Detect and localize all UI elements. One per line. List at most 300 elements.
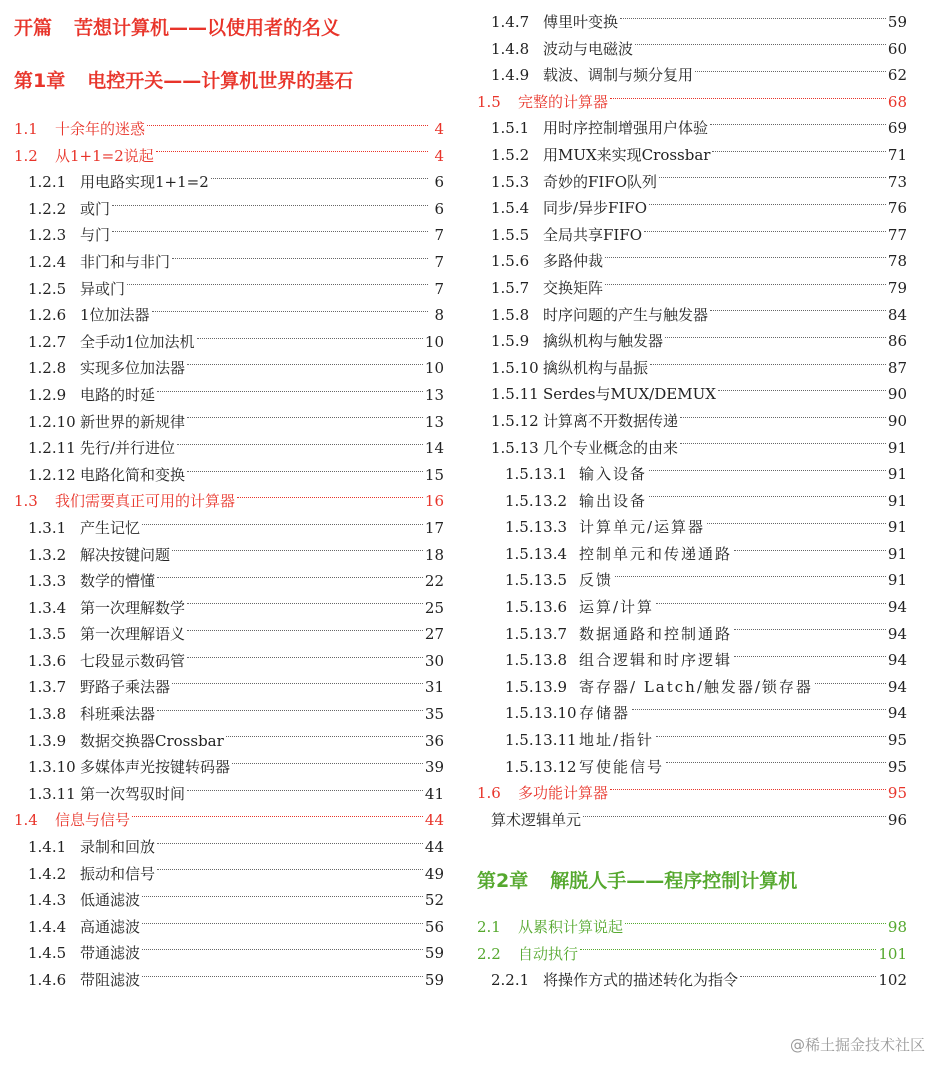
toc-entry-title: 我们需要真正可用的计算器 (55, 492, 236, 511)
toc-leader-dots (666, 762, 886, 763)
toc-entry-page: 94 (887, 598, 907, 617)
toc-entry[interactable] (14, 249, 444, 276)
toc-entry[interactable] (14, 595, 444, 622)
toc-entry-number: 1.3.4 (28, 598, 67, 617)
toc-entry[interactable] (14, 196, 444, 223)
toc-entry[interactable] (477, 195, 907, 222)
toc-entry[interactable] (14, 462, 444, 489)
toc-entry-page: 101 (878, 944, 907, 963)
toc-leader-dots (142, 976, 423, 977)
toc-leader-dots (157, 869, 423, 870)
toc-entry-number: 1.3.8 (28, 705, 67, 724)
toc-leader-dots (580, 949, 876, 950)
toc-entry[interactable] (477, 381, 907, 408)
toc-entry-title: 用电路实现1+1=2 (80, 173, 209, 192)
toc-entry-page: 95 (887, 757, 907, 776)
toc-entry-number: 1.2.8 (28, 359, 67, 378)
toc-entry[interactable] (14, 355, 444, 382)
toc-leader-dots (620, 18, 886, 19)
toc-leader-dots (157, 710, 423, 711)
toc-entry-number: 1.1 (14, 120, 38, 138)
toc-entry-page: 91 (887, 544, 907, 563)
toc-entry[interactable] (477, 567, 907, 594)
toc-entry-page: 6 (434, 173, 444, 192)
toc-entry-title: 电路化简和变换 (80, 465, 186, 484)
toc-entry-title: 寄存器/ Latch/触发器/锁存器 (579, 677, 813, 696)
toc-entry-title: 新世界的新规律 (80, 412, 186, 431)
toc-leader-dots (187, 471, 423, 472)
toc-entry[interactable] (477, 621, 907, 648)
toc-entry-page: 22 (424, 572, 444, 591)
toc-entry[interactable] (477, 435, 907, 462)
toc-entry[interactable] (14, 409, 444, 436)
toc-entry[interactable] (477, 967, 907, 994)
toc-leader-dots (172, 550, 423, 551)
toc-leader-dots (712, 151, 885, 152)
toc-entry[interactable] (14, 302, 444, 329)
toc-entry[interactable] (14, 861, 444, 888)
toc-entry-title: 带阻滤波 (80, 971, 141, 989)
toc-entry-page: 98 (887, 918, 907, 936)
toc-entry-number: 1.2.3 (28, 226, 67, 245)
toc-entry-number: 1.3 (14, 492, 38, 511)
toc-entry-page: 60 (887, 39, 907, 58)
toc-leader-dots (610, 98, 886, 99)
toc-entry-title: 几个专业概念的由来 (543, 438, 679, 457)
toc-entry-page: 25 (424, 598, 444, 617)
toc-entry-page: 7 (434, 226, 444, 245)
toc-entry-title: 反馈 (579, 571, 614, 590)
toc-entry-number: 1.4.6 (28, 971, 67, 989)
toc-leader-dots (710, 310, 886, 311)
toc-entry-title: 电路的时延 (80, 385, 156, 404)
toc-leader-dots (172, 683, 423, 684)
toc-entry-page: 91 (887, 571, 907, 590)
toc-entry-title: 实现多位加法器 (80, 359, 186, 378)
toc-entry-number: 1.4 (14, 811, 38, 830)
toc-entry-page: 36 (424, 731, 444, 750)
part-label: 开篇 (14, 17, 53, 39)
toc-entry-number: 1.3.11 (28, 784, 76, 803)
toc-entry-number: 1.2.2 (28, 199, 67, 218)
toc-leader-dots (656, 603, 886, 604)
toc-entry-number: 1.5.13.2 (505, 491, 568, 510)
toc-entry-number: 1.2.10 (28, 412, 76, 431)
toc-entry-number: 1.5.13.8 (505, 651, 568, 670)
toc-leader-dots (187, 364, 423, 365)
toc-entry[interactable] (14, 887, 444, 914)
toc-leader-dots (156, 151, 428, 152)
toc-entry[interactable] (477, 355, 907, 382)
toc-entry-page: 56 (424, 917, 444, 936)
toc-entry[interactable] (477, 674, 907, 701)
toc-entry[interactable] (477, 514, 907, 541)
toc-entry-number: 1.5.13.9 (505, 677, 568, 696)
toc-entry-page: 78 (887, 252, 907, 271)
toc-entry[interactable] (14, 674, 444, 701)
toc-entry-number: 1.2 (14, 146, 38, 165)
toc-entry-title: 振动和信号 (80, 864, 156, 883)
toc-entry-number: 1.5.13.4 (505, 544, 568, 563)
toc-entry[interactable] (14, 435, 444, 462)
toc-entry-title: 将操作方式的描述转化为指令 (543, 971, 739, 990)
toc-entry-title: 全手动1位加法机 (80, 332, 195, 351)
toc-entry-number: 1.4.7 (491, 13, 530, 31)
toc-list-right (477, 9, 907, 833)
toc-entry-title: 傅里叶变换 (543, 13, 619, 31)
toc-entry-page: 73 (887, 172, 907, 191)
toc-entry[interactable] (477, 115, 907, 142)
toc-leader-dots (127, 284, 428, 285)
toc-entry-title: 用MUX来实现Crossbar (543, 145, 711, 164)
toc-entry-page: 79 (887, 278, 907, 297)
toc-entry[interactable] (14, 781, 444, 808)
toc-entry-number: 1.4.5 (28, 944, 67, 963)
toc-entry[interactable] (14, 329, 444, 356)
toc-entry-number: 1.4.4 (28, 917, 67, 936)
toc-leader-dots (132, 816, 423, 817)
toc-entry-title: 擒纵机构与晶振 (543, 358, 649, 377)
toc-entry-number: 1.5.2 (491, 145, 530, 164)
toc-entry-page: 7 (434, 252, 444, 271)
toc-entry-page: 71 (887, 145, 907, 164)
part-heading (14, 13, 340, 40)
toc-entry-title: 录制和回放 (80, 838, 156, 857)
toc-entry[interactable] (477, 248, 907, 275)
toc-leader-dots (734, 629, 886, 630)
toc-entry[interactable] (14, 276, 444, 303)
toc-leader-dots (650, 364, 886, 365)
toc-entry-page: 91 (887, 465, 907, 484)
toc-entry[interactable] (14, 648, 444, 675)
toc-leader-dots (734, 550, 886, 551)
toc-entry-page: 76 (887, 199, 907, 218)
toc-leader-dots (740, 976, 876, 977)
toc-entry-title: 异或门 (80, 279, 126, 298)
toc-entry-title: 多路仲裁 (543, 252, 604, 271)
toc-entry-page: 8 (434, 306, 444, 325)
toc-leader-dots (605, 284, 886, 285)
toc-leader-dots (610, 789, 886, 790)
toc-entry-title: 算术逻辑单元 (491, 810, 582, 829)
toc-leader-dots (625, 923, 886, 924)
toc-entry-page: 44 (424, 838, 444, 857)
toc-leader-dots (237, 497, 423, 498)
toc-entry-page: 90 (887, 385, 907, 404)
toc-entry-title: 从累积计算说起 (518, 918, 624, 936)
toc-entry-page: 7 (434, 279, 444, 298)
toc-leader-dots (680, 443, 886, 444)
toc-entry[interactable] (477, 222, 907, 249)
toc-entry-number: 2.1 (477, 918, 501, 936)
toc-leader-dots (187, 603, 423, 604)
toc-leader-dots (649, 470, 886, 471)
toc-entry-number: 1.5.4 (491, 199, 530, 218)
toc-entry[interactable] (14, 382, 444, 409)
toc-leader-dots (656, 736, 886, 737)
toc-entry-number: 1.2.9 (28, 385, 67, 404)
toc-entry-number: 2.2 (477, 944, 501, 963)
watermark: @稀土掘金技术社区 (789, 1036, 925, 1054)
toc-entry[interactable] (14, 621, 444, 648)
toc-leader-dots (157, 843, 423, 844)
toc-entry[interactable] (477, 89, 907, 116)
toc-leader-dots (142, 896, 423, 897)
toc-entry-number: 1.3.5 (28, 625, 67, 644)
toc-entry[interactable] (14, 914, 444, 941)
toc-entry-page: 30 (424, 651, 444, 670)
toc-entry-number: 1.3.1 (28, 518, 67, 537)
chapter-2-title: 解脱人手——程序控制计算机 (550, 870, 798, 892)
toc-entry-number: 1.2.5 (28, 279, 67, 298)
toc-entry-title: 先行/并行进位 (80, 439, 176, 458)
toc-entry-title: 自动执行 (518, 944, 579, 963)
chapter-1-label: 第1章 (14, 70, 66, 92)
chapter-1-heading (14, 66, 353, 93)
toc-entry[interactable] (477, 275, 907, 302)
toc-entry[interactable] (477, 328, 907, 355)
toc-leader-dots (187, 417, 423, 418)
toc-entry-page: 52 (424, 891, 444, 910)
toc-entry-number: 1.2.7 (28, 332, 67, 351)
toc-list-left (14, 116, 444, 994)
toc-leader-dots (112, 205, 428, 206)
toc-leader-dots (152, 311, 428, 312)
toc-leader-dots (177, 444, 423, 445)
toc-entry-page: 15 (424, 465, 444, 484)
toc-entry-title: 时序问题的产生与触发器 (543, 305, 709, 324)
toc-entry-page: 91 (887, 491, 907, 510)
toc-entry-title: 计算离不开数据传递 (543, 411, 679, 430)
toc-entry[interactable] (14, 515, 444, 542)
toc-entry-page: 59 (424, 944, 444, 963)
toc-entry[interactable] (477, 914, 907, 941)
toc-entry[interactable] (14, 542, 444, 569)
toc-entry-page: 10 (424, 332, 444, 351)
toc-entry-number: 1.5.13.5 (505, 571, 568, 590)
toc-entry[interactable] (477, 700, 907, 727)
toc-leader-dots (635, 44, 886, 45)
toc-entry[interactable] (14, 116, 444, 143)
toc-entry[interactable] (477, 142, 907, 169)
toc-entry-title: 与门 (80, 226, 111, 245)
toc-leader-dots (187, 790, 423, 791)
toc-leader-dots (815, 683, 886, 684)
toc-leader-dots (142, 923, 423, 924)
toc-entry-title: 非门和与非门 (80, 252, 171, 271)
toc-entry-number: 1.4.8 (491, 39, 530, 58)
toc-entry-title: 控制单元和传递通路 (579, 544, 733, 563)
toc-entry-page: 49 (424, 864, 444, 883)
toc-entry-title: 计算单元/运算器 (579, 518, 706, 537)
toc-entry-title: 写使能信号 (579, 757, 665, 776)
toc-entry-page: 16 (424, 492, 444, 511)
toc-leader-dots (649, 496, 886, 497)
toc-entry-page: 96 (887, 810, 907, 829)
toc-entry[interactable] (477, 807, 907, 834)
toc-entry-number: 1.5.8 (491, 305, 530, 324)
toc-entry-number: 1.5.6 (491, 252, 530, 271)
toc-entry-number: 1.5.10 (491, 358, 539, 377)
toc-entry-page: 27 (424, 625, 444, 644)
toc-leader-dots (632, 709, 886, 710)
toc-leader-dots (583, 816, 886, 817)
toc-entry[interactable] (477, 408, 907, 435)
toc-entry-page: 31 (424, 678, 444, 697)
toc-entry[interactable] (477, 541, 907, 568)
toc-entry-page: 18 (424, 545, 444, 564)
toc-entry-number: 1.2.11 (28, 439, 76, 458)
toc-entry[interactable] (477, 169, 907, 196)
toc-entry-title: 第一次理解语义 (80, 625, 186, 644)
toc-leader-dots (665, 337, 886, 338)
toc-entry[interactable] (14, 701, 444, 728)
toc-entry-number: 1.5.12 (491, 411, 539, 430)
toc-entry-number: 1.5.13.6 (505, 598, 568, 617)
toc-entry-page: 84 (887, 305, 907, 324)
toc-entry-page: 59 (887, 13, 907, 31)
part-title: 苦想计算机——以使用者的名义 (74, 17, 341, 39)
toc-entry-page: 94 (887, 677, 907, 696)
toc-entry[interactable] (14, 940, 444, 967)
chapter-2-heading (477, 866, 797, 893)
toc-leader-dots (172, 258, 428, 259)
toc-entry-title: 数据通路和控制通路 (579, 624, 733, 643)
toc-entry-title: 奇妙的FIFO队列 (543, 172, 658, 191)
toc-entry[interactable] (477, 727, 907, 754)
toc-entry-number: 1.4.3 (28, 891, 67, 910)
toc-leader-dots (644, 231, 886, 232)
toc-entry[interactable] (477, 594, 907, 621)
toc-entry-title: 完整的计算器 (518, 92, 609, 111)
toc-entry-page: 94 (887, 651, 907, 670)
toc-leader-dots (112, 231, 428, 232)
toc-entry-number: 1.3.6 (28, 651, 67, 670)
toc-entry[interactable] (477, 941, 907, 968)
toc-entry[interactable] (477, 62, 907, 89)
toc-leader-dots (710, 124, 886, 125)
toc-entry-page: 4 (434, 146, 444, 165)
toc-entry-page: 4 (434, 120, 444, 138)
toc-entry-title: 解决按键问题 (80, 545, 171, 564)
toc-entry[interactable] (477, 647, 907, 674)
toc-entry[interactable] (14, 967, 444, 994)
toc-entry-title: Serdes与MUX/DEMUX (543, 385, 716, 404)
toc-entry-page: 102 (878, 971, 907, 990)
toc-entry-title: 第一次驾驭时间 (80, 784, 186, 803)
toc-entry-title: 输入设备 (579, 465, 648, 484)
toc-entry-number: 1.2.12 (28, 465, 76, 484)
toc-entry[interactable] (14, 754, 444, 781)
toc-entry-page: 95 (887, 784, 907, 803)
toc-entry-title: 输出设备 (579, 491, 648, 510)
toc-entry-number: 1.3.9 (28, 731, 67, 750)
toc-leader-dots (187, 657, 423, 658)
toc-entry-title: 野路子乘法器 (80, 678, 171, 697)
toc-entry-title: 第一次理解数学 (80, 598, 186, 617)
toc-entry-number: 1.5.13.12 (505, 757, 577, 776)
toc-entry-number: 1.5.1 (491, 119, 530, 138)
toc-leader-dots (226, 736, 423, 737)
toc-leader-dots (605, 257, 886, 258)
toc-entry-number: 1.5.7 (491, 278, 530, 297)
toc-entry-page: 91 (887, 518, 907, 537)
toc-entry-title: 交换矩阵 (543, 278, 604, 297)
toc-entry-title: 多媒体声光按键转码器 (80, 758, 231, 777)
toc-leader-dots (615, 576, 886, 577)
toc-entry[interactable] (477, 461, 907, 488)
toc-entry[interactable] (477, 780, 907, 807)
toc-entry-number: 1.2.1 (28, 173, 67, 192)
toc-entry-page: 69 (887, 119, 907, 138)
toc-entry[interactable] (477, 9, 907, 36)
toc-entry[interactable] (14, 222, 444, 249)
toc-entry-page: 17 (424, 518, 444, 537)
toc-entry[interactable] (14, 169, 444, 196)
toc-entry-title: 1位加法器 (80, 306, 150, 325)
toc-entry-page: 77 (887, 225, 907, 244)
toc-entry-number: 1.2.4 (28, 252, 67, 271)
toc-leader-dots (695, 71, 886, 72)
toc-entry-title: 存储器 (579, 704, 631, 723)
toc-entry-number: 1.6 (477, 784, 501, 803)
toc-entry-page: 91 (887, 438, 907, 457)
toc-entry[interactable] (477, 488, 907, 515)
toc-entry-title: 十余年的迷惑 (55, 120, 146, 138)
toc-entry-number: 1.5.13.11 (505, 731, 577, 750)
toc-entry-number: 1.4.9 (491, 66, 530, 85)
toc-entry[interactable] (14, 488, 444, 515)
toc-entry-title: 同步/异步FIFO (543, 199, 648, 218)
toc-entry[interactable] (477, 302, 907, 329)
toc-entry-page: 41 (424, 784, 444, 803)
toc-entry-number: 1.3.3 (28, 572, 67, 591)
toc-entry[interactable] (477, 36, 907, 63)
toc-leader-dots (232, 763, 423, 764)
toc-entry-title: 高通滤波 (80, 917, 141, 936)
toc-leader-dots (157, 391, 423, 392)
toc-leader-dots (659, 177, 886, 178)
toc-entry[interactable] (477, 754, 907, 781)
toc-leader-dots (718, 390, 886, 391)
toc-entry-page: 6 (434, 199, 444, 218)
toc-entry-number: 1.2.6 (28, 306, 67, 325)
toc-entry-number: 1.5.9 (491, 332, 530, 351)
toc-entry[interactable] (14, 834, 444, 861)
toc-entry[interactable] (14, 807, 444, 834)
toc-entry-page: 13 (424, 412, 444, 431)
toc-entry-page: 68 (887, 92, 907, 111)
toc-entry-title: 信息与信号 (55, 811, 131, 830)
toc-entry-number: 1.5.13.10 (505, 704, 577, 723)
toc-entry-title: 七段显示数码管 (80, 651, 186, 670)
toc-entry[interactable] (14, 143, 444, 170)
toc-entry-page: 35 (424, 705, 444, 724)
toc-entry-page: 44 (424, 811, 444, 830)
toc-entry-title: 组合逻辑和时序逻辑 (579, 651, 733, 670)
toc-entry-title: 多功能计算器 (518, 784, 609, 803)
toc-entry-title: 擒纵机构与触发器 (543, 332, 664, 351)
chapter-1-title: 电控开关——计算机世界的基石 (87, 70, 354, 92)
toc-entry-page: 62 (887, 66, 907, 85)
toc-entry-title: 用时序控制增强用户体验 (543, 119, 709, 138)
chapter-2-label: 第2章 (477, 870, 529, 892)
toc-entry[interactable] (14, 568, 444, 595)
toc-entry-page: 87 (887, 358, 907, 377)
toc-entry[interactable] (14, 728, 444, 755)
toc-entry-title: 数学的懵懂 (80, 572, 156, 591)
toc-entry-number: 1.5.5 (491, 225, 530, 244)
